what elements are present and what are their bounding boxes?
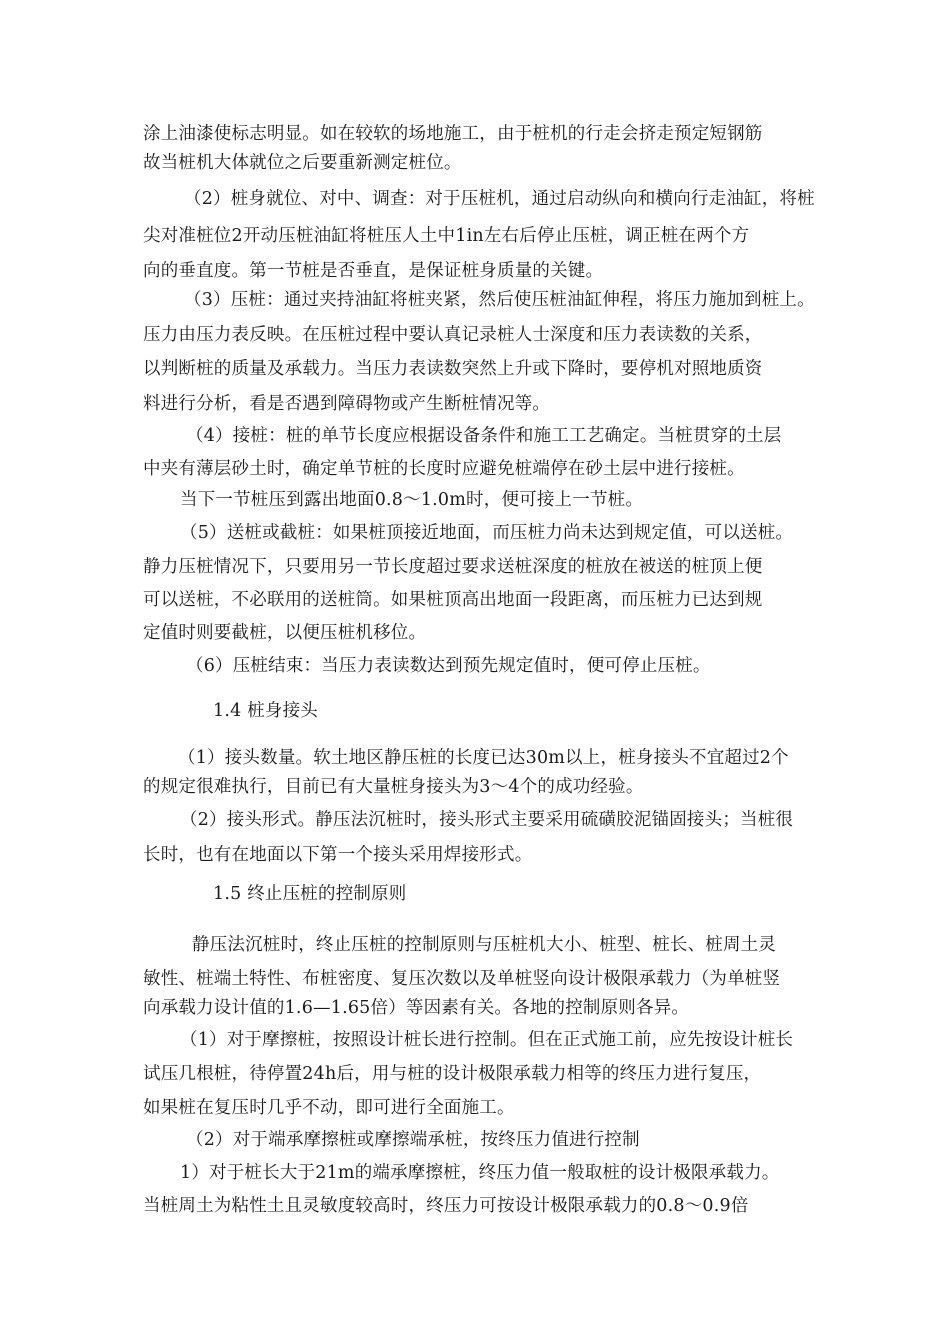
paragraph-long-pile-first-line: 1）对于桩长大于21m的端承摩擦桩，终压力值一般取桩的设计极限承载力。 — [180, 1163, 780, 1183]
section-heading-1-4: 1.4 桩身接头 — [213, 701, 318, 721]
paragraph-joint-count-first-line: （1）接头数量。软土地区静压桩的长度已达30m以上，桩身接头不宜超过2个 — [178, 748, 789, 768]
body-text-line: 的规定很难执行，目前已有大量桩身接头为3～4个的成功经验。 — [143, 777, 644, 797]
body-text-line: 敏性、桩端土特性、布桩密度、复压次数以及单桩竖向设计极限承载力（为单桩竖 — [143, 969, 781, 989]
paragraph-friction-pile-first-line: （1）对于摩擦桩，按照设计桩长进行控制。但在正式施工前，应先按设计桩长 — [180, 1030, 794, 1050]
paragraph-4-first-line: （4）接桩：桩的单节长度应根据设备条件和施工工艺确定。当桩贯穿的土层 — [186, 426, 782, 446]
body-text-line: 向承载力设计值的1.6—1.65倍）等因素有关。各地的控制原则各异。 — [143, 998, 690, 1018]
paragraph-3-first-line: （3）压桩：通过夹持油缸将桩夹紧，然后使压桩油缸伸程，将压力施加到桩上。 — [184, 290, 815, 310]
paragraph-joint-form-first-line: （2）接头形式。静压法沉桩时，接头形式主要采用硫磺胶泥锚固接头；当桩很 — [180, 810, 794, 830]
paragraph-2-first-line: （2）桩身就位、对中、调查：对于压桩机，通过启动纵向和横向行走油缸，将桩 — [184, 189, 815, 209]
body-text-line: 当桩周土为粘性土且灵敏度较高时，终压力可按设计极限承载力的0.8～0.9倍 — [143, 1196, 749, 1216]
paragraph-end-bearing-first-line: （2）对于端承摩擦桩或摩擦端承桩，按终压力值进行控制 — [186, 1130, 640, 1150]
body-text-line: 中夹有薄层砂土时，确定单节桩的长度时应避免桩端停在砂土层中进行接桩。 — [143, 459, 745, 479]
body-text-line: 试压几根桩，待停置24h后，用与桩的设计极限承载力相等的终压力进行复压， — [143, 1064, 762, 1084]
body-text-line: 料进行分析，看是否遇到障碍物或产生断桩情况等。 — [143, 394, 551, 414]
paragraph-control-principle-first-line: 静压法沉桩时，终止压桩的控制原则与压桩机大小、桩型、桩长、桩周土灵 — [192, 935, 777, 955]
body-text-line: 尖对准桩位2开动压桩油缸将桩压人土中1in左右后停止压桩，调正桩在两个方 — [143, 226, 750, 246]
section-heading-1-5: 1.5 终止压桩的控制原则 — [213, 884, 407, 904]
body-text-line: 压力由压力表反映。在压桩过程中要认真记录桩人士深度和压力表读数的关系， — [143, 325, 763, 345]
body-text-line: 故当桩机大体就位之后要重新测定桩位。 — [143, 153, 462, 173]
body-text-line: 静力压桩情况下，只要用另一节长度超过要求送桩深度的桩放在被送的桩顶上便 — [143, 557, 763, 577]
body-text-line: 长时，也有在地面以下第一个接头采用焊接形式。 — [143, 845, 533, 865]
body-text-line: 当下一节桩压到露出地面0.8～1.0m时，便可接上一节桩。 — [180, 490, 644, 510]
body-text-line: 涂上油漆使标志明显。如在较软的场地施工，由于桩机的行走会挤走预定短钢筋 — [143, 124, 763, 144]
body-text-line: 可以送桩，不必联用的送桩筒。如果桩顶高出地面一段距离，而压桩力已达到规 — [143, 590, 763, 610]
paragraph-6-first-line: （6）压桩结束：当压力表读数达到预先规定值时，便可停止压桩。 — [186, 656, 711, 676]
body-text-line: 定值时则要截桩，以便压桩机移位。 — [143, 623, 427, 643]
body-text-line: 以判断桩的质量及承载力。当压力表读数突然上升或下降时，要停机对照地质资 — [143, 359, 763, 379]
body-text-line: 如果桩在复压时几乎不动，即可进行全面施工。 — [143, 1098, 515, 1118]
body-text-line: 向的垂直度。第一节桩是否垂直，是保证桩身质量的关键。 — [143, 261, 604, 281]
paragraph-5-first-line: （5）送桩或截桩：如果桩顶接近地面，而压桩力尚未达到规定值，可以送桩。 — [180, 523, 794, 543]
